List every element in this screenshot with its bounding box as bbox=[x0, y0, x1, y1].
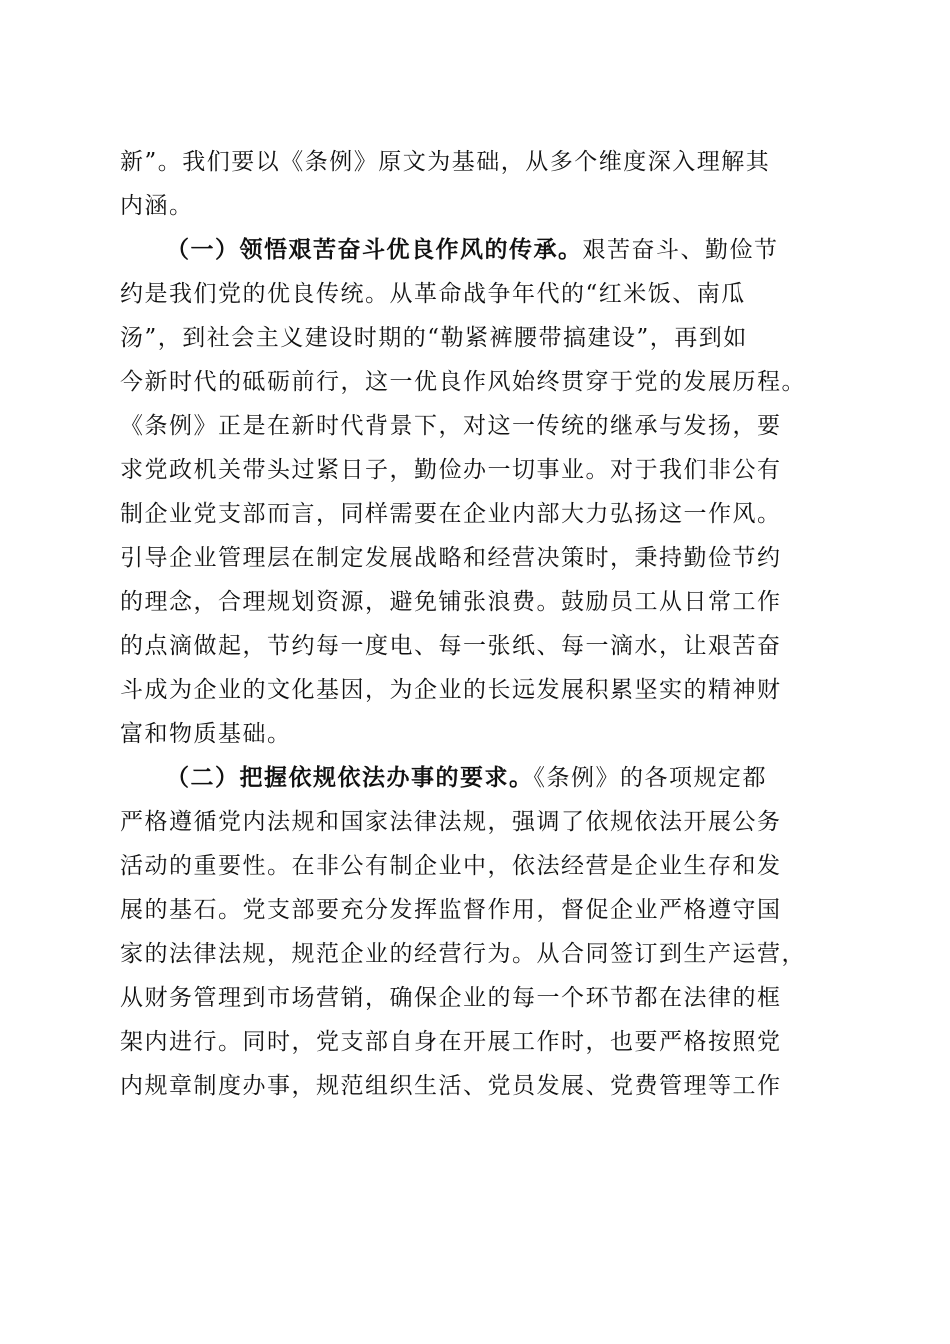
body-line: 从财务管理到市场营销，确保企业的每一个环节都在法律的框 bbox=[120, 985, 782, 1011]
body-line: 的理念，合理规划资源，避免铺张浪费。鼓励员工从日常工作 bbox=[120, 589, 782, 615]
body-line: 斗成为企业的文化基因，为企业的长远发展积累坚实的精神财 bbox=[120, 677, 782, 703]
body-line: 今新时代的砥砺前行，这一优良作风始终贯穿于党的发展历程。 bbox=[120, 369, 806, 395]
body-line: 新”。我们要以《条例》原文为基础，从多个维度深入理解其 bbox=[120, 149, 771, 175]
body-line: 的点滴做起，节约每一度电、每一张纸、每一滴水，让艰苦奋 bbox=[120, 633, 782, 659]
body-line: 展的基石。党支部要充分发挥监督作用，督促企业严格遵守国 bbox=[120, 897, 782, 923]
body-line: 活动的重要性。在非公有制企业中，依法经营是企业生存和发 bbox=[120, 853, 782, 879]
body-line: 约是我们党的优良传统。从革命战争年代的“红米饭、南瓜 bbox=[120, 281, 746, 307]
body-line: 制企业党支部而言，同样需要在企业内部大力弘扬这一作风。 bbox=[120, 501, 782, 527]
body-line: 汤”，到社会主义建设时期的“勒紧裤腰带搞建设”，再到如 bbox=[120, 325, 748, 351]
body-line: 富和物质基础。 bbox=[120, 721, 292, 747]
section-heading: （一）领悟艰苦奋斗优良作风的传承。 bbox=[166, 237, 583, 263]
body-line: 架内进行。同时，党支部自身在开展工作时，也要严格按照党 bbox=[120, 1029, 782, 1055]
body-line: 内涵。 bbox=[120, 193, 194, 219]
body-line: 家的法律法规，规范企业的经营行为。从合同签订到生产运营， bbox=[120, 941, 806, 967]
body-line: 内规章制度办事，规范组织生活、党员发展、党费管理等工作 bbox=[120, 1073, 782, 1099]
body-text: 《条例》的各项规定都 bbox=[533, 765, 767, 791]
body-line: 《条例》正是在新时代背景下，对这一传统的继承与发扬，要 bbox=[120, 413, 782, 439]
body-line bbox=[120, 228, 840, 272]
body-line: 求党政机关带头过紧日子，勤俭办一切事业。对于我们非公有 bbox=[120, 457, 782, 483]
body-line bbox=[120, 756, 840, 800]
section-heading: （二）把握依规依法办事的要求。 bbox=[166, 765, 534, 791]
body-text: 艰苦奋斗、勤俭节 bbox=[582, 237, 779, 263]
body-line: 严格遵循党内法规和国家法律法规，强调了依规依法开展公务 bbox=[120, 809, 782, 835]
document-body bbox=[120, 140, 840, 1108]
body-line: 引导企业管理层在制定发展战略和经营决策时，秉持勤俭节约 bbox=[120, 545, 782, 571]
